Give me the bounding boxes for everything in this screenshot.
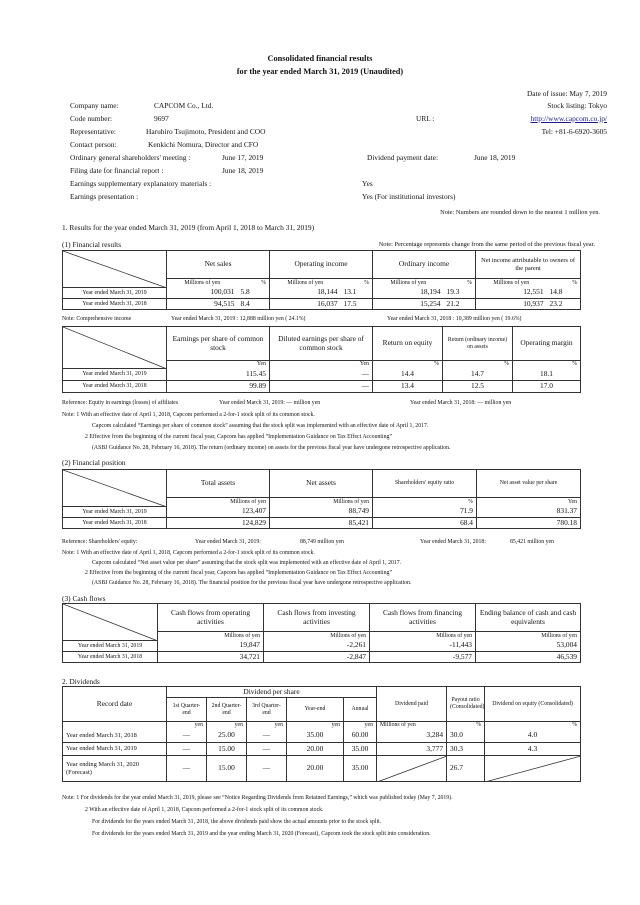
note-line: Note: 1 With an effective date of April 1, 2018, Capcom performed a 2-for-1 stock split of its common stock. [62,412,315,418]
crossed-out-cell [485,756,581,782]
cell-value: 18,194 [373,288,444,299]
header-net-income: Net income attributable to owners of the parent [476,251,581,279]
cell-value: 14.4 [373,369,443,381]
cell-value: 17.5 [341,299,373,310]
rounding-note: Note: Numbers are rounded down to the nearest 1 million yen. [440,209,600,216]
note-line: Note: 1 For dividends for the year ended March 31, 2019, please see “Notice Regarding Dividends from Retained Earnings,” which was published today (May 7, 2019). [62,795,453,801]
cell-value: 20.00 [287,743,344,756]
cell-value: 5.8 [238,288,270,299]
unit-cell: yen [287,722,344,730]
cell-value: 23.2 [547,299,581,310]
cell-value: 18,144 [270,288,341,299]
section1-title: 1. Results for the year ended March 31, 2019 (from April 1, 2018 to March 31, 2019) [62,223,315,232]
note-line: 2 Effective from the beginning of the current fiscal year, Capcom has applied “Implementation Guidance on Tax Effect Accounting” [85,570,392,576]
row-label: Year ended March 31, 2018 [63,730,167,743]
unit-cell: yen [167,722,207,730]
row-label-forecast [63,756,167,782]
unit-cell: Yen [270,361,373,369]
cell-value: 26.7 [447,756,485,782]
note-line: For dividends for the years ended March 31, 2018, the above dividends paid show the actual amounts prior to the stock split. [92,819,382,825]
header-equity-ratio: Shareholders' equity ratio [373,470,477,498]
pct-cell: % [485,722,581,730]
title-line-1: Consolidated financial results [267,54,373,63]
diagonal-header-cell [63,604,158,641]
cell-value: 30.3 [447,743,485,756]
cell-value: 35.00 [344,743,377,756]
cell-value: 46,539 [476,652,581,663]
supplementary-label: Earnings supplementary explanatory materials : [70,179,212,188]
row-label-sub: (Forecast) [66,768,92,776]
cell-value: -9,577 [370,652,476,663]
header-2nd-quarter: 2nd Quarter-end [207,698,247,722]
cell-value: 4.0 [485,730,581,743]
header-total-assets: Total assets [167,470,270,498]
comprehensive-label: Note: Comprehensive income [62,316,132,322]
presentation-label: Earnings presentation : [70,192,139,201]
cell-value: — [167,743,207,756]
cell-value: -2,261 [264,641,370,652]
code-number-label: Code number: [70,114,113,123]
header-roe: Return on equity [373,327,443,361]
cell-value: 12.5 [443,381,513,393]
cell-value: 19.3 [444,288,476,299]
cell-value: — [167,756,207,782]
pct-cell: % [238,279,270,288]
table-row [63,641,581,652]
unit-cell: Millions of yen [158,632,264,641]
header-3rd-quarter: 3rd Quarter-end [247,698,287,722]
note-line: Note: 1 With an effective date of April 1, 2018, Capcom performed a 2-for-1 stock split of its common stock. [62,550,315,556]
cell-value: — [270,369,373,381]
row-label: Year ended March 31, 2018 [63,652,158,663]
note-line: 2 Effective from the beginning of the current fiscal year, Capcom has applied “Implementation Guidance on Tax Effect Accounting” [85,434,392,440]
header-eps: Earnings per share of common stock [167,327,270,361]
cell-value: 99.89 [167,381,270,393]
table-row [63,369,581,381]
note-line: For dividends for the years ended March 31, 2019 and the year ending March 31, 2020 (Forecast), Capcom took the stock split into consideration. [92,831,431,837]
cell-value: 12,551 [476,288,547,299]
unit-cell: Millions of yen [167,498,270,507]
unit-cell: yen [247,722,287,730]
url-label: URL : [416,114,435,123]
stock-listing: Stock listing: Tokyo [547,101,607,110]
shareholders-equity-ref-2019: Year ended March 31, 2019: [195,539,261,545]
unit-cell: yen [344,722,377,730]
cell-value: 71.9 [373,507,477,518]
financial-results-table [62,250,581,310]
code-number: 9697 [154,114,169,123]
header-net-sales: Net sales [167,251,270,279]
cell-value: 19,847 [158,641,264,652]
cell-value: 13.4 [373,381,443,393]
table-row [63,299,581,310]
cell-value: 25.00 [207,730,247,743]
cell-value: -2,847 [264,652,370,663]
row-label: Year ended March 31, 2019 [63,641,158,652]
cell-value: 8.4 [238,299,270,310]
cell-value: 88,749 [270,507,373,518]
financial-position-title: (2) Financial position [62,458,126,467]
cell-value: 14.7 [443,369,513,381]
cell-value: 124,829 [167,518,270,529]
cell-value: 35.00 [344,756,377,782]
dividend-payment-date: June 18, 2019 [474,153,516,162]
note-line: 2 With an effective date of April 1, 2018, Capcom performed a 2-for-1 stock split of its common stock. [85,807,324,813]
pct-cell: % [444,279,476,288]
unit-cell: Millions of yen [377,722,447,730]
cell-value: — [247,743,287,756]
cell-value: 85,421 [270,518,373,529]
unit-cell: % [373,498,477,507]
representative: Haruhiro Tsujimoto, President and COO [146,127,266,136]
cell-value: — [167,730,207,743]
cash-flows-table [62,603,581,663]
contact-person: Kenkichi Nomura, Director and CFO [148,140,259,149]
header-operating-income: Operating income [270,251,373,279]
financial-results-title: (1) Financial results [62,240,122,249]
company-name: CAPCOM Co., Ltd. [154,101,214,110]
header-record-date: Record date [63,687,167,722]
cell-value: 15.00 [207,756,247,782]
header-net-assets: Net assets [270,470,373,498]
note-line: Capcom calculated “Net asset value per share” assuming that the stock split was implemented with an effective date of April 1, 2017. [92,560,402,566]
table-row [63,652,581,663]
unit-cell: Millions of yen [167,279,238,288]
telephone: Tel: +81-6-6920-3605 [541,127,607,136]
header-annual: Annual [344,698,377,722]
cell-value: 15,254 [373,299,444,310]
cell-value: 18.1 [513,369,581,381]
table-row [63,730,581,743]
cell-value: 100,031 [167,288,238,299]
filing-label: Filing date for financial report : [70,166,164,175]
header-financing-cf: Cash flows from financing activities [370,604,476,632]
shareholders-equity-ref-2019-value: 88,749 million yen [300,539,344,545]
cell-value: 20.00 [287,756,344,782]
row-label: Year ended March 31, 2019 [63,288,167,299]
equity-ref-2018: Year ended March 31, 2018: — million yen [410,400,512,406]
header-1st-quarter: 1st Quarter-end [167,698,207,722]
dividend-payment-label: Dividend payment date: [367,153,439,162]
pct-cell: % [447,722,485,730]
row-label: Year ended March 31, 2018 [63,518,167,529]
cell-value: -11,443 [370,641,476,652]
unit-cell: Millions of yen [270,498,373,507]
pct-cell: % [513,361,581,369]
crossed-out-cell [377,756,447,782]
header-dividend-per-share: Dividend per share [167,687,377,698]
pct-cell: % [443,361,513,369]
row-label: Year ended March 31, 2019 [63,743,167,756]
shareholders-equity-ref-2018: Year ended March 31, 2018: [420,539,486,545]
supplementary-value: Yes [362,179,373,188]
comprehensive-2018: Year ended March 31, 2018 : 10,389 million yen ( 19.6%) [387,316,522,322]
company-name-label: Company name: [70,101,119,110]
diagonal-line [63,251,167,288]
cell-value: 35.00 [287,730,344,743]
cell-value: 13.1 [341,288,373,299]
cell-value: 34,721 [158,652,264,663]
cell-value: 68.4 [373,518,477,529]
representative-label: Representative: [70,127,116,136]
header-payout-ratio: Payout ratio (Consolidated) [447,687,485,722]
dividends-title: 2. Dividends [62,677,100,686]
header-dividend-on-equity: Dividend on equity (Consolidated) [485,687,581,722]
equity-ref-label: Reference: Equity in earnings (losses) of affiliates [62,400,179,406]
cell-value: — [270,381,373,393]
dividends-table [62,686,581,782]
cell-value: 53,004 [476,641,581,652]
diagonal-header-cell [63,251,167,288]
unit-cell: Millions of yen [370,632,476,641]
note-line: (ASBJ Guidance No. 28, February 16, 2018). The return (ordinary income) on assets for the previous fiscal year have undergone retrospective application. [92,445,451,451]
row-label: Year ended March 31, 2018 [63,299,167,310]
cell-value: 115.45 [167,369,270,381]
table-row [63,507,581,518]
cell-value: 60.00 [344,730,377,743]
unit-cell: Millions of yen [264,632,370,641]
cell-value: 15.00 [207,743,247,756]
shareholders-equity-ref-2018-value: 85,421 million yen [510,539,554,545]
cell-value: 17.0 [513,381,581,393]
unit-cell: yen [207,722,247,730]
filing-date: June 18, 2019 [222,166,264,175]
diagonal-line [63,604,158,641]
header-year-end: Year-end [287,698,344,722]
diagonal-header-cell [63,327,167,369]
per-share-table [62,326,581,393]
header-operating-margin: Operating margin [513,327,581,361]
cell-value: 21.2 [444,299,476,310]
financial-results-note: Note: Percentage represents change from the same period of the previous fiscal year. [378,241,595,248]
header-ordinary-income: Ordinary income [373,251,476,279]
header-roa: Return (ordinary income) on assets [443,327,513,361]
cell-value: 780.18 [477,518,581,529]
unit-cell: Millions of yen [373,279,444,288]
cell-value: 3,777 [377,743,447,756]
cell-value: 30.0 [447,730,485,743]
cell-value: 10,937 [476,299,547,310]
cell-value: — [247,730,287,743]
unit-cell: Millions of yen [476,632,581,641]
financial-position-table [62,469,581,529]
diagonal-header-cell [63,470,167,507]
diagonal-line [377,756,447,782]
cell-value: 3,284 [377,730,447,743]
title-line-2: for the year ended March 31, 2019 (Unaudited) [236,67,404,76]
presentation-value: Yes (For institutional investors) [362,192,456,201]
shareholders-equity-ref-label: Reference: Shareholders' equity: [62,539,138,545]
table-row [63,381,581,393]
cell-value: 4.3 [485,743,581,756]
contact-label: Contact person: [70,140,117,149]
unit-cell: Millions of yen [270,279,341,288]
header-ending-cash: Ending balance of cash and cash equivalents [476,604,581,632]
unit-cell: Yen [167,361,270,369]
company-url-link[interactable]: http://www.capcom.co.jp/ [530,114,607,123]
diagonal-line [485,756,581,782]
table-row [63,518,581,529]
row-label: Year ended March 31, 2018 [63,381,167,393]
cell-value: 14.8 [547,288,581,299]
diagonal-line [63,327,167,369]
pct-cell: % [373,361,443,369]
cell-value: 94,515 [167,299,238,310]
diagonal-line [63,470,167,507]
unit-cell: Millions of yen [476,279,547,288]
header-nav-per-share: Net asset value per share [477,470,581,498]
equity-ref-2019: Year ended March 31, 2019: — million yen [219,400,321,406]
row-label: Year ended March 31, 2019 [63,369,167,381]
note-line: Capcom calculated “Earnings per share of common stock” assuming that the stock split was implemented with an effective date of April 1, 2017. [92,423,429,429]
header-operating-cf: Cash flows from operating activities [158,604,264,632]
cell-value: 16,037 [270,299,341,310]
row-label: Year ended March 31, 2019 [63,507,167,518]
date-of-issue: Date of issue: May 7, 2019 [526,89,607,98]
pct-cell: % [341,279,373,288]
cell-value: 831.37 [477,507,581,518]
table-row [63,288,581,299]
meeting-label: Ordinary general shareholders' meeting : [70,153,191,162]
row-label: Year ending March 31, 2020 [66,761,140,769]
header-investing-cf: Cash flows from investing activities [264,604,370,632]
header-diluted-eps: Diluted earnings per share of common stock [270,327,373,361]
unit-cell: Yen [477,498,581,507]
header-dividend-paid: Dividend paid [377,687,447,722]
cell-value: 123,407 [167,507,270,518]
meeting-date: June 17, 2019 [222,153,264,162]
cell-value: — [247,756,287,782]
cash-flows-title: (3) Cash flows [62,594,106,603]
table-row [63,756,581,782]
note-line: (ASBJ Guidance No. 28, February 16, 2018). The financial position for the previous fiscal year have undergone retrospective application. [92,580,412,586]
pct-cell: % [547,279,581,288]
table-row [63,743,581,756]
comprehensive-2019: Year ended March 31, 2019 : 12,888 million yen ( 24.1%) [171,316,306,322]
empty-cell [63,722,167,730]
